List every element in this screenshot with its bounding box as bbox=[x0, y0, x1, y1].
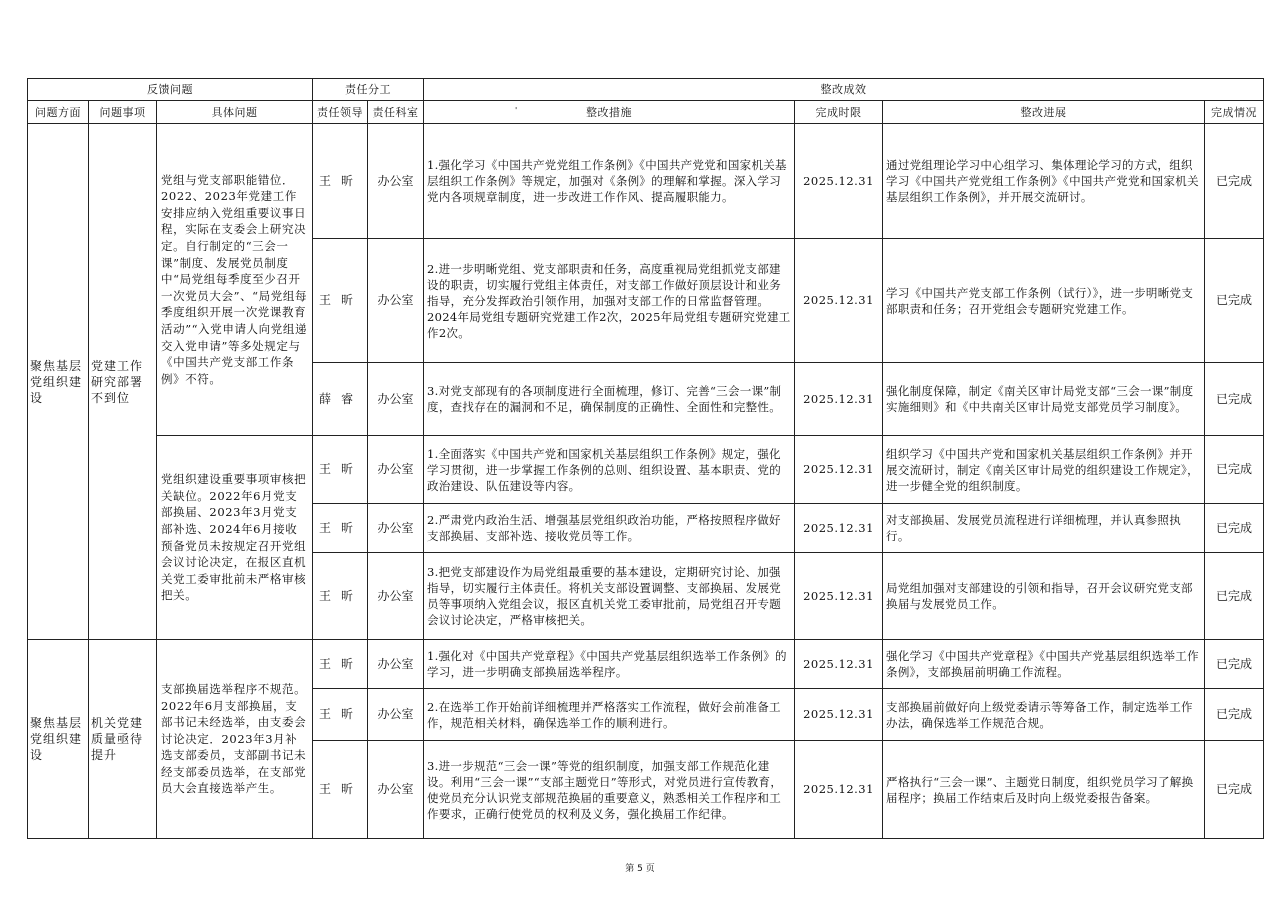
measure-cell: 1.强化对《中国共产党章程》《中国共产党基层组织选举工作条例》的学习，进一步明确支部换届选举程序。 bbox=[424, 640, 795, 689]
col-aspect: 问题方面 bbox=[28, 101, 89, 124]
status-cell: 已完成 bbox=[1205, 553, 1264, 640]
dept-cell: 办公室 bbox=[368, 504, 424, 553]
dept-cell: 办公室 bbox=[368, 239, 424, 363]
measure-cell: 1.强化学习《中国共产党党组工作条例》《中国共产党党和国家机关基层组织工作条例》等规定，加强对《条例》的理解和掌握。深入学习党内各项规章制度，进一步改进工作作风、提高履职能力。 bbox=[424, 124, 795, 239]
deadline-cell: 2025.12.31 bbox=[795, 124, 883, 239]
deadline-cell: 2025.12.31 bbox=[795, 436, 883, 504]
progress-cell: 严格执行“三会一课”、主题党日制度，组织党员学习了解换届程序；换届工作结束后及时向上级党委报告备案。 bbox=[883, 741, 1205, 839]
progress-cell: 通过党组理论学习中心组学习、集体理论学习的方式，组织学习《中国共产党党组工作条例》《中国共产党党和国家机关基层组织工作条例》，并开展交流研讨。 bbox=[883, 124, 1205, 239]
dept-cell: 办公室 bbox=[368, 741, 424, 839]
leader-cell: 王昕 bbox=[313, 239, 368, 363]
progress-cell: 强化制度保障，制定《南关区审计局党支部“三会一课”制度实施细则》和《中共南关区审计局党支部党员学习制度》。 bbox=[883, 363, 1205, 436]
progress-cell: 强化学习《中国共产党章程》《中国共产党基层组织选举工作条例》，支部换届前明确工作流程。 bbox=[883, 640, 1205, 689]
dept-cell: 办公室 bbox=[368, 436, 424, 504]
aspect-cell: 聚焦基层党组织建设 bbox=[28, 640, 89, 839]
deadline-cell: 2025.12.31 bbox=[795, 741, 883, 839]
deadline-cell: 2025.12.31 bbox=[795, 239, 883, 363]
col-measure bbox=[424, 101, 795, 124]
progress-cell: 局党组加强对支部建设的引领和指导，召开会议研究党支部换届与发展党员工作。 bbox=[883, 553, 1205, 640]
col-measure-mark: ' bbox=[515, 106, 518, 115]
col-deadline: 完成时限 bbox=[795, 101, 883, 124]
progress-cell: 组织学习《中国共产党和国家机关基层组织工作条例》并开展交流研讨，制定《南关区审计局党的组织建设工作规定》，进一步健全党的组织制度。 bbox=[883, 436, 1205, 504]
col-item: 问题事项 bbox=[89, 101, 157, 124]
header-row-columns bbox=[28, 101, 1264, 124]
col-progress: 整改进展 bbox=[883, 101, 1205, 124]
rectification-table bbox=[27, 78, 1264, 839]
leader-cell: 王昕 bbox=[313, 436, 368, 504]
table-row bbox=[28, 436, 1264, 504]
deadline-cell: 2025.12.31 bbox=[795, 553, 883, 640]
problem-cell: 支部换届选举程序不规范。2022年6月支部换届，支部书记未经选举，由支委会讨论决定．2023年3月补选支部委员，支部副书记未经支部委员选举，在支部党员大会直接选举产生。 bbox=[157, 640, 313, 839]
rectification-table-container bbox=[27, 78, 1263, 839]
header-row-top bbox=[28, 79, 1264, 101]
progress-cell: 对支部换届、发展党员流程进行详细梳理，并认真参照执行。 bbox=[883, 504, 1205, 553]
measure-cell: 3.进一步规范“三会一课”等党的组织制度，加强支部工作规范化建设。利用“三会一课”“支部主题党日”等形式，对党员进行宣传教育，使党员充分认识党支部规范换届的重要意义，熟悉相关工作程序和工作要求，正确行使党员的权利及义务，强化换届工作纪律。 bbox=[424, 741, 795, 839]
header-result: 整改成效 bbox=[424, 79, 1264, 101]
table-row bbox=[28, 124, 1264, 239]
dept-cell: 办公室 bbox=[368, 363, 424, 436]
measure-cell: 2.进一步明晰党组、党支部职责和任务，高度重视局党组抓党支部建设的职责，切实履行党组主体责任，对支部工作做好顶层设计和业务指导，充分发挥政治引领作用，加强对支部工作的日常监督管理。2024年局党组专题研究党建工作2次，2025年局党组专题研究党建工作2次。 bbox=[424, 239, 795, 363]
progress-cell: 支部换届前做好向上级党委请示等筹备工作，制定选举工作办法，确保选举工作规范合规。 bbox=[883, 689, 1205, 741]
status-cell: 已完成 bbox=[1205, 363, 1264, 436]
header-feedback: 反馈问题 bbox=[28, 79, 313, 101]
col-measure-label: 整改措施 bbox=[586, 105, 633, 119]
leader-cell: 薛睿 bbox=[313, 363, 368, 436]
leader-cell: 王昕 bbox=[313, 640, 368, 689]
leader-cell: 王昕 bbox=[313, 553, 368, 640]
leader-cell: 王昕 bbox=[313, 504, 368, 553]
measure-cell: 2.严肃党内政治生活、增强基层党组织政治功能，严格按照程序做好支部换届、支部补选、接收党员等工作。 bbox=[424, 504, 795, 553]
progress-cell: 学习《中国共产党支部工作条例（试行）》，进一步明晰党支部职责和任务；召开党组会专题研究党建工作。 bbox=[883, 239, 1205, 363]
deadline-cell: 2025.12.31 bbox=[795, 640, 883, 689]
status-cell: 已完成 bbox=[1205, 436, 1264, 504]
dept-cell: 办公室 bbox=[368, 640, 424, 689]
col-status: 完成情况 bbox=[1205, 101, 1264, 124]
deadline-cell: 2025.12.31 bbox=[795, 504, 883, 553]
status-cell: 已完成 bbox=[1205, 504, 1264, 553]
measure-cell: 3.把党支部建设作为局党组最重要的基本建设，定期研究讨论、加强指导，切实履行主体责任。将机关支部设置调整、支部换届、发展党员等事项纳入党组会议，报区直机关党工委审批前，局党组召开专题会议讨论决定，严格审核把关。 bbox=[424, 553, 795, 640]
problem-cell: 党组与党支部职能错位．2022、2023年党建工作安排应纳入党组重要议事日程，实际在支委会上研究决定。自行制定的“三会一课”制度、发展党员制度中“局党组每季度至少召开一次党员大会”、“局党组每季度组织开展一次党课教育活动”“入党申请人向党组递交入党申请”等多处规定与《中国共产党支部工作条例》不符。 bbox=[157, 124, 313, 436]
dept-cell: 办公室 bbox=[368, 689, 424, 741]
status-cell: 已完成 bbox=[1205, 640, 1264, 689]
problem-cell: 党组织建设重要事项审核把关缺位。2022年6月党支部换届、2023年3月党支部补选、2024年6月接收预备党员未按规定召开党组会议讨论决定，在报区直机关党工委审批前未严格审核把关。 bbox=[157, 436, 313, 640]
item-cell: 机关党建质量亟待提升 bbox=[89, 640, 157, 839]
col-dept: 责任科室 bbox=[368, 101, 424, 124]
deadline-cell: 2025.12.31 bbox=[795, 689, 883, 741]
leader-cell: 王昕 bbox=[313, 741, 368, 839]
dept-cell: 办公室 bbox=[368, 124, 424, 239]
measure-cell: 2.在选举工作开始前详细梳理并严格落实工作流程，做好会前准备工作，规范相关材料，确保选举工作的顺利进行。 bbox=[424, 689, 795, 741]
measure-cell: 3.对党支部现有的各项制度进行全面梳理，修订、完善“三会一课”制度，查找存在的漏洞和不足，确保制度的正确性、全面性和完整性。 bbox=[424, 363, 795, 436]
item-cell: 党建工作研究部署不到位 bbox=[89, 124, 157, 640]
page-number: 第 5 页 bbox=[625, 864, 655, 874]
status-cell: 已完成 bbox=[1205, 239, 1264, 363]
status-cell: 已完成 bbox=[1205, 124, 1264, 239]
col-specific: 具体问题 bbox=[157, 101, 313, 124]
deadline-cell: 2025.12.31 bbox=[795, 363, 883, 436]
status-cell: 已完成 bbox=[1205, 689, 1264, 741]
col-leader: 责任领导 bbox=[313, 101, 368, 124]
header-duty: 责任分工 bbox=[313, 79, 424, 101]
leader-cell: 王昕 bbox=[313, 689, 368, 741]
aspect-cell: 聚焦基层党组织建设 bbox=[28, 124, 89, 640]
status-cell: 已完成 bbox=[1205, 741, 1264, 839]
dept-cell: 办公室 bbox=[368, 553, 424, 640]
table-row bbox=[28, 640, 1264, 689]
leader-cell: 王昕 bbox=[313, 124, 368, 239]
measure-cell: 1.全面落实《中国共产党和国家机关基层组织工作条例》规定，强化学习贯彻，进一步掌握工作条例的总则、组织设置、基本职责、党的政治建设、队伍建设等内容。 bbox=[424, 436, 795, 504]
